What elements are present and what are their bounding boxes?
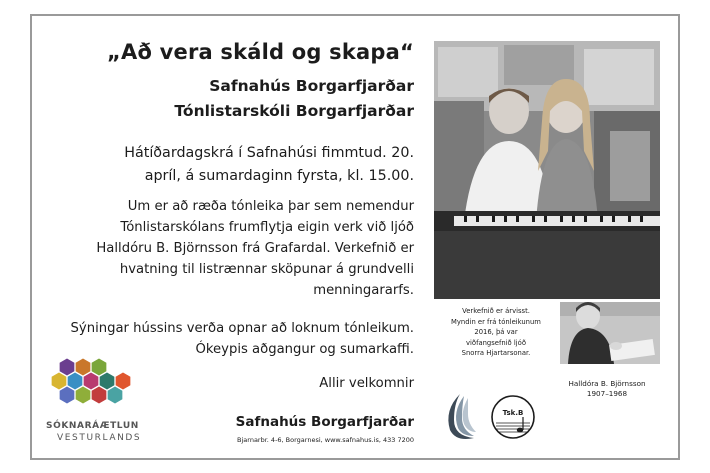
text-line: 2016, þá var [474,328,518,336]
text-line: menningararfs. [313,283,414,298]
logo-hexagon [92,387,107,404]
text-line: Sýningar hússins verða opnar að loknum tónleikum. [70,321,414,336]
subtitle-music-school: Tónlistarskóli Borgarfjarðar [174,102,414,120]
logo-hexagon [84,373,99,390]
subtitle-museum: Safnahús Borgarfjarðar [209,77,414,95]
text-line: Verkefnið er árvisst. [462,307,530,315]
concert-photo [434,41,660,299]
text-line: Ókeypis aðgangur og sumarkaffi. [195,342,414,357]
poster-title: „Að vera skáld og skapa“ [107,40,414,64]
tsk-logo-text: Tsk.B [502,409,524,417]
portrait-caption [552,379,662,399]
footer-address: Bjarnarbr. 4-6, Borgarnesi, www.safnahus.is, 433 7200 [237,436,414,444]
concert-description-paragraph [96,196,414,301]
logo-hexagon [60,387,75,404]
soknaraaetlun-logo [50,358,140,420]
photo-caption [434,306,558,359]
text-line: Hátíðardagskrá í Safnahúsi fimmtud. 20. [124,145,414,161]
logo-hexagon [60,359,75,376]
safnahus-wave-logo [440,390,478,442]
text-line: apríl, á sumardaginn fyrsta, kl. 15.00. [144,168,414,184]
logo-hexagon [92,359,107,376]
logo-text-soknaraaetlun: SÓKNARÁÆTLUN [46,421,139,431]
portrait-photo [560,302,660,364]
music-school-logo [490,393,536,443]
text-line: Myndin er frá tónleikunum [451,317,541,326]
footer-organization: Safnahús Borgarfjarðar [235,414,414,430]
logo-hexagon [52,373,67,390]
text-line: hvatning til listrænnar sköpunar á grundvelli [119,262,414,277]
logo-hexagon [100,373,115,390]
logo-hexagon [76,387,91,404]
logo-hexagon [116,373,131,390]
welcome-text: Allir velkomnir [319,376,414,391]
text-line: Tónlistarskólans frumflytja eigin verk við ljóð [120,220,414,235]
text-line: Halldóru B. Björnsson frá Grafardal. Verkefnið er [96,241,414,256]
text-line: Snorra Hjartarsonar. [461,349,531,357]
exhibition-paragraph [71,318,414,360]
logo-hexagon [68,373,83,390]
logo-text-vesturlands: VESTURLANDS [57,433,142,443]
logo-hexagon [76,359,91,376]
text-line: viðfangsefnið ljóð [466,338,526,347]
event-date-paragraph [124,142,414,188]
text-line: Um er að ræða tónleika þar sem nemendur [127,199,414,214]
text-line: 1907–1968 [586,389,628,398]
text-line: Halldóra B. Björnsson [568,379,646,388]
logo-hexagon [108,387,123,404]
